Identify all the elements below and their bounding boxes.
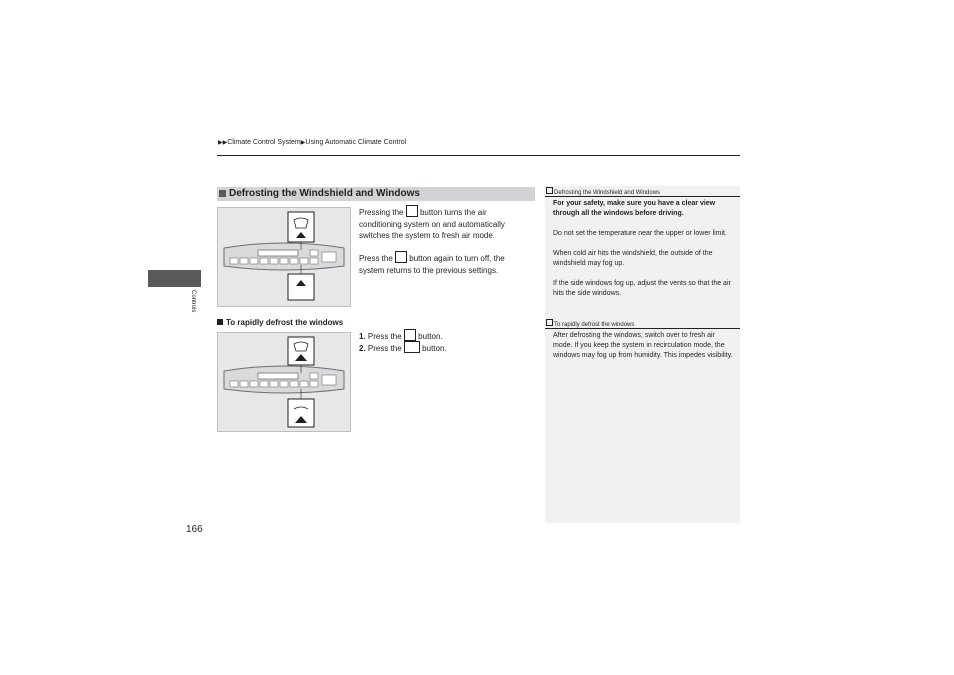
note-head-rapid-text: To rapidly defrost the windows [554,322,635,328]
step-1-rest: button. [418,332,443,341]
climate-panel-illustration-2 [217,332,351,432]
breadcrumb-link-climate[interactable]: Climate Control System [227,139,301,146]
climate-panel-illustration-1 [217,207,351,307]
p1-lead: Pressing the [359,208,404,217]
note-para-3: If the side windows fog up, adjust the vents so that the air hits the side windows. [553,280,731,297]
step-2-number: 2. [359,344,366,353]
chapter-tab [148,270,201,287]
subsection-square-icon [217,319,223,325]
safety-note: For your safety, make sure you have a clear view through all the windows before driving. [553,200,716,217]
step-1-number: 1. [359,332,366,341]
defrost-icon [395,251,407,263]
note-ref-icon [546,319,553,326]
section-title: Defrosting the Windshield and Windows [229,188,420,199]
subsection-heading [217,318,343,327]
page-number: 166 [186,524,203,535]
subsection-title: To rapidly defrost the windows [226,318,344,327]
step-2-rest: button. [422,344,447,353]
note-head-defrosting-text: Defrosting the Windshield and Windows [554,190,661,196]
section-square-icon [219,190,226,197]
defrost-paragraph-1 [359,205,529,242]
defrost-icon [404,329,416,341]
notes-panel [545,186,740,523]
note-head-defrosting [546,187,660,196]
climate-panel-drawing-1 [218,208,350,306]
breadcrumb-link-automatic[interactable]: Using Automatic Climate Control [305,139,407,146]
note-head-rapid [546,319,634,328]
section-title-bar [217,187,535,201]
p2-lead: Press the [359,254,393,263]
chapter-tab-label: Controls [190,290,196,313]
note-ref-icon [546,187,553,194]
step-1-lead: Press the [367,332,402,341]
note-para-1: Do not set the temperature near the upper or lower limit. [553,230,727,237]
breadcrumb-arrows: ▶▶ [218,140,228,146]
breadcrumb-separator: ▶ [300,140,306,146]
note-rule-1 [545,196,740,197]
recirculation-icon [404,341,420,353]
p1-rest: button turns the air conditioning system on and automatically switches the system to fresh air mode. [359,208,505,240]
note-para-2: When cold air hits the windshield, the outside of the windshield may fog up. [553,250,713,267]
step-2-lead: Press the [367,344,402,353]
header-rule [217,155,740,156]
defrost-paragraph-2 [359,251,529,276]
breadcrumb [218,139,406,146]
step-2 [359,341,529,355]
note-para-4: After defrosting the windows, switch over to fresh air mode. If you keep the system in recirculation mode, the windows may fog up from humidity. This impedes visibility. [553,332,733,359]
p2-rest: button again to turn off, the system returns to the previous settings. [359,254,505,275]
climate-panel-drawing-2 [218,333,350,431]
defrost-icon [406,205,418,217]
note-rule-2 [545,328,740,329]
